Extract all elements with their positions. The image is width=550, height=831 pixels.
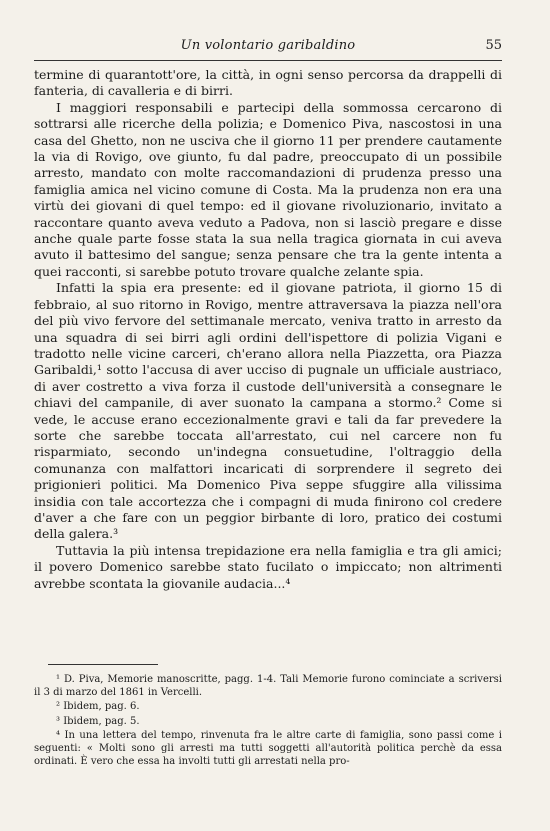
- running-header: [34, 38, 502, 58]
- footnote: ⁴ In una lettera del tempo, rinvenuta fra le altre carte di famiglia, sono passi come i seguenti: « Molti sono gli arresti ma tutti soggetti all'autorità politica perchè da essa ordinati. È vero che essa ha involti tutti gli arrestati nella pro-: [34, 729, 502, 768]
- paragraph: Infatti la spia era presente: ed il giovane patriota, il giorno 15 di febbraio, al suo ritorno in Rovigo, mentre attraversava la piazza nell'ora del più vivo fervore del settimanale mercato, veniva tratto in arresto da una squadra di sei birri agli ordini dell'ispettore di polizia Vigani e tradotto nelle vicine carceri, ch'erano allora nella Piazzetta, ora Piazza Garibaldi,¹ sotto l'accusa di aver ucciso di pugnale un ufficiale austriaco, di aver costretto a viva forza il custode dell'università a consegnare le chiavi del campanile, di aver suonato la campana a stormo.² Come si vede, le accuse erano eccezionalmente gravi e tali da far prevedere la sorte che sarebbe toccata all'arrestato, cui nel carcere non fu risparmiato, secondo un'indegna consuetudine, l'oltraggio della comunanza con malfattori incaricati di sorprendere il segreto dei prigionieri politici. Ma Domenico Piva seppe sfuggire alla vilissima insidia con tale accortezza che i compagni di muda finirono col credere d'aver a che fare con un peggior birbante di loro, pratico dei costumi della galera.³: [34, 280, 502, 542]
- main-text: [34, 67, 502, 592]
- footnote: ² Ibidem, pag. 6.: [56, 701, 140, 713]
- running-title: Un volontario garibaldino: [180, 38, 356, 53]
- footnote-rule: [48, 664, 158, 665]
- footnote: ³ Ibidem, pag. 5.: [56, 715, 140, 727]
- footnote: ¹ D. Piva, Memorie manoscritte, pagg. 1-4. Tali Memorie furono cominciate a scriversi il 3 di marzo del 1861 in Vercelli.: [34, 674, 502, 699]
- book-page: [34, 38, 502, 769]
- footnotes: [34, 673, 502, 768]
- paragraph: Tuttavia la più intensa trepidazione era nella famiglia e tra gli amici; il povero Domenico sarebbe stato fucilato o impiccato; non altrimenti avrebbe scontata la giovanile audacia...⁴: [34, 542, 502, 591]
- page-number: 55: [485, 38, 502, 53]
- paragraph: I maggiori responsabili e partecipi della sommossa cercarono di sottrarsi alle ricerche della polizia; e Domenico Piva, nascostosi in una casa del Ghetto, non ne usciva che il giorno 11 per prendere cautamente la via di Rovigo, ove giunto, fu dal padre, preoccupato di un possibile arresto, mandato con molte raccomandazioni di prudenza presso una famiglia amica nel vicino comune di Costa. Ma la prudenza non era una virtù dei giovani di quel tempo: ed il giovane rivoluzionario, invitato a raccontare quanto aveva veduto a Padova, non si lasciò pregare e disse anche quale parte fosse stata la sua nella tragica giornata in cui aveva avuto il battesimo del sangue; senza pensare che tra la gente intenta a quei racconti, si sarebbe potuto trovare qualche zelante spia.: [34, 99, 502, 279]
- paragraph: termine di quarantott'ore, la città, in ogni senso percorsa da drappelli di fanteria, di cavalleria e di birri.: [34, 67, 502, 99]
- header-rule: [34, 60, 502, 61]
